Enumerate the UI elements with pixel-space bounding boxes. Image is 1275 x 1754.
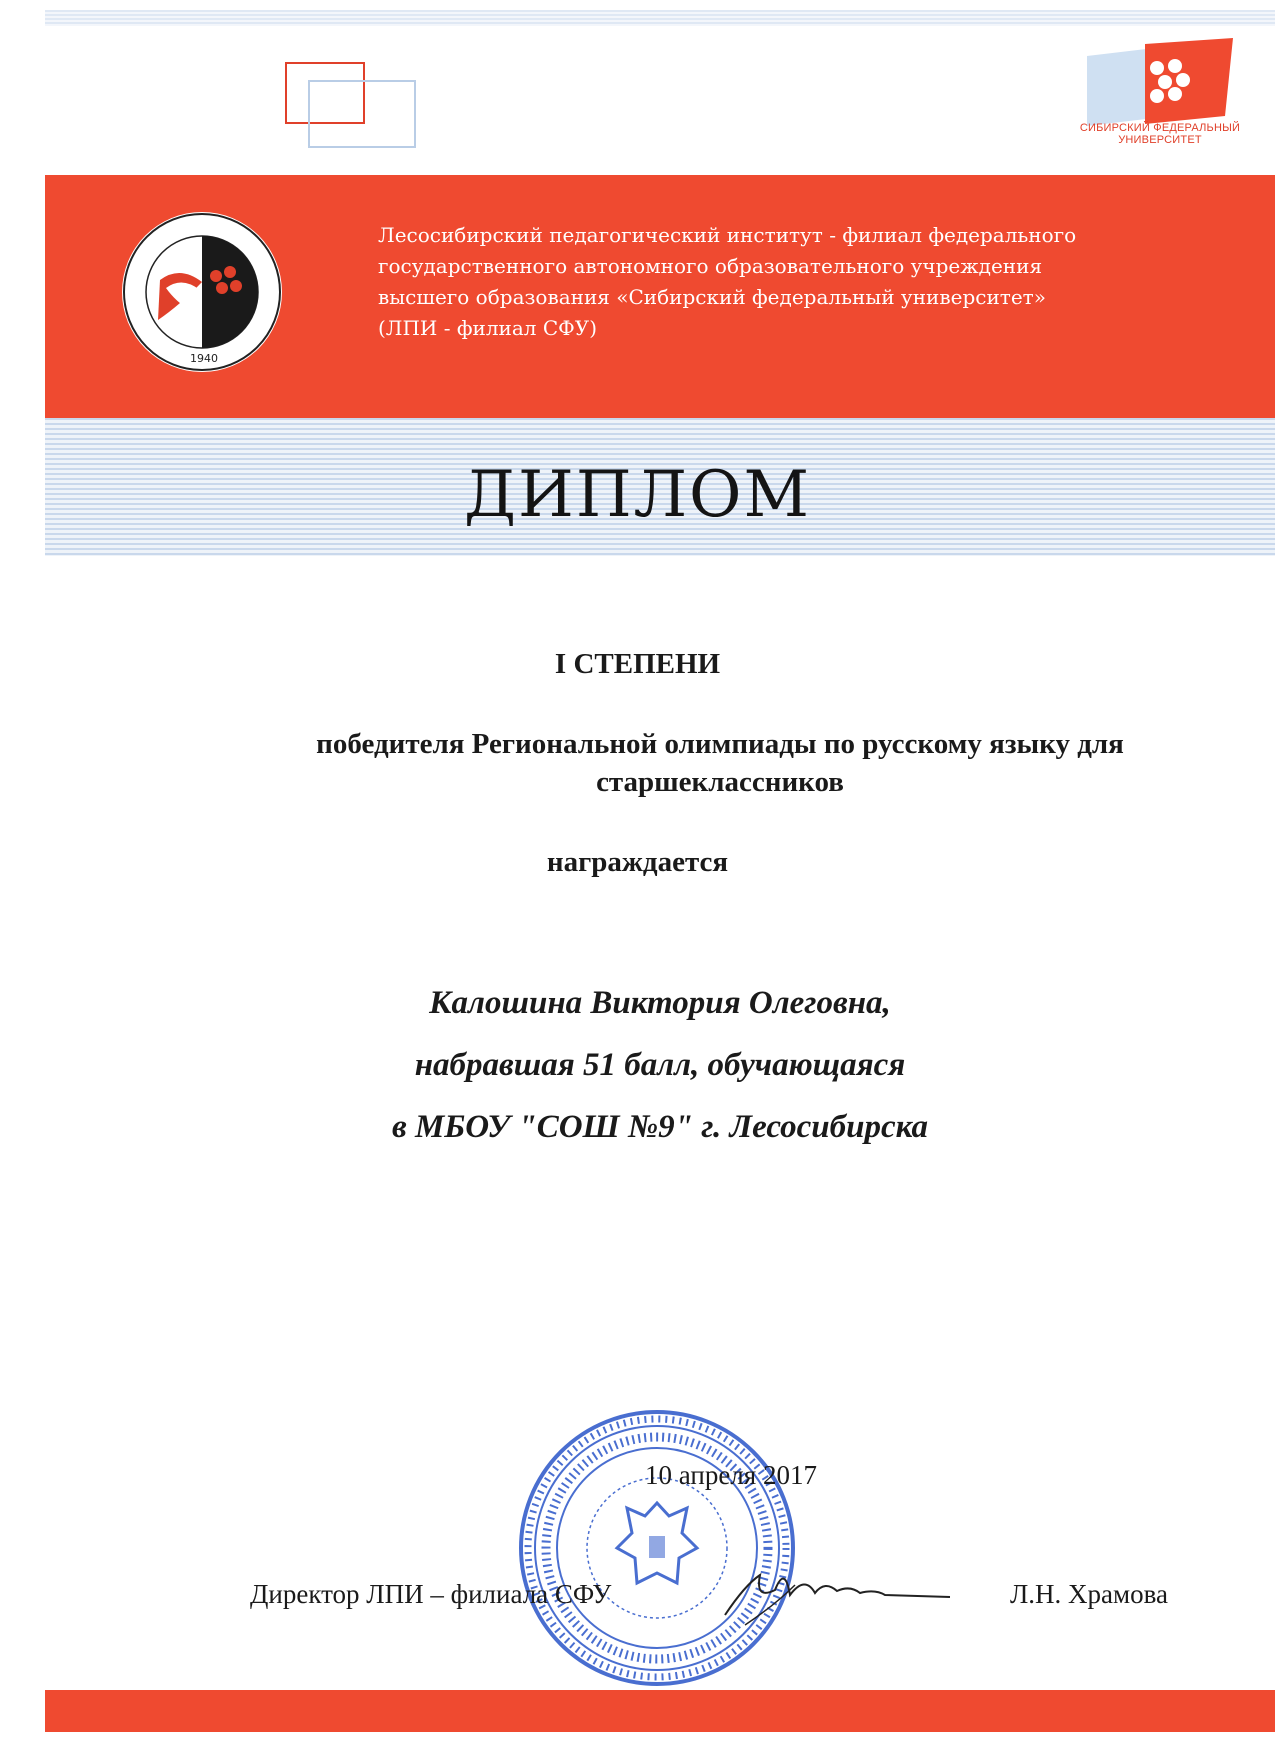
- institution-line: Лесосибирский педагогический институт - филиал федерального: [378, 223, 1077, 247]
- signature-icon: [715, 1545, 955, 1635]
- signer-name: Л.Н. Храмова: [1010, 1579, 1169, 1609]
- recipient-score: набравшая 51 балл, обучающаяся: [414, 1047, 906, 1083]
- institution-line: высшего образования «Сибирский федеральный университет»: [378, 285, 1046, 309]
- awarded-label: награждается: [546, 846, 729, 878]
- winner-line: победителя Региональной олимпиады по русскому языку для: [316, 728, 1124, 760]
- recipient-school: в МБОУ "СОШ №9" г. Лесосибирска: [391, 1109, 929, 1145]
- issue-date: 10 апреля 2017: [645, 1460, 817, 1490]
- winner-description: [240, 725, 1200, 801]
- institution-line: государственного автономного образовательного учреждения: [378, 254, 1043, 278]
- recipient-block: [160, 972, 1160, 1158]
- institution-line: (ЛПИ - филиал СФУ): [378, 316, 598, 340]
- emblem-year: 1940: [190, 352, 218, 365]
- top-stripe: [45, 10, 1275, 26]
- degree-label: I СТЕПЕНИ: [554, 648, 721, 680]
- institution-name: [378, 220, 1258, 344]
- winner-line: старшеклассников: [596, 766, 844, 798]
- institute-emblem-icon: [120, 210, 285, 375]
- diploma-title: ДИПЛОМ: [463, 458, 812, 532]
- decor-square-blue: [308, 80, 416, 148]
- recipient-name: Калошина Виктория Олеговна,: [429, 985, 891, 1021]
- director-title: Директор ЛПИ – филиала СФУ: [250, 1579, 612, 1609]
- bottom-band: [45, 1690, 1275, 1732]
- sfu-caption: СИБИРСКИЙ ФЕДЕРАЛЬНЫЙ УНИВЕРСИТЕТ: [1079, 122, 1241, 146]
